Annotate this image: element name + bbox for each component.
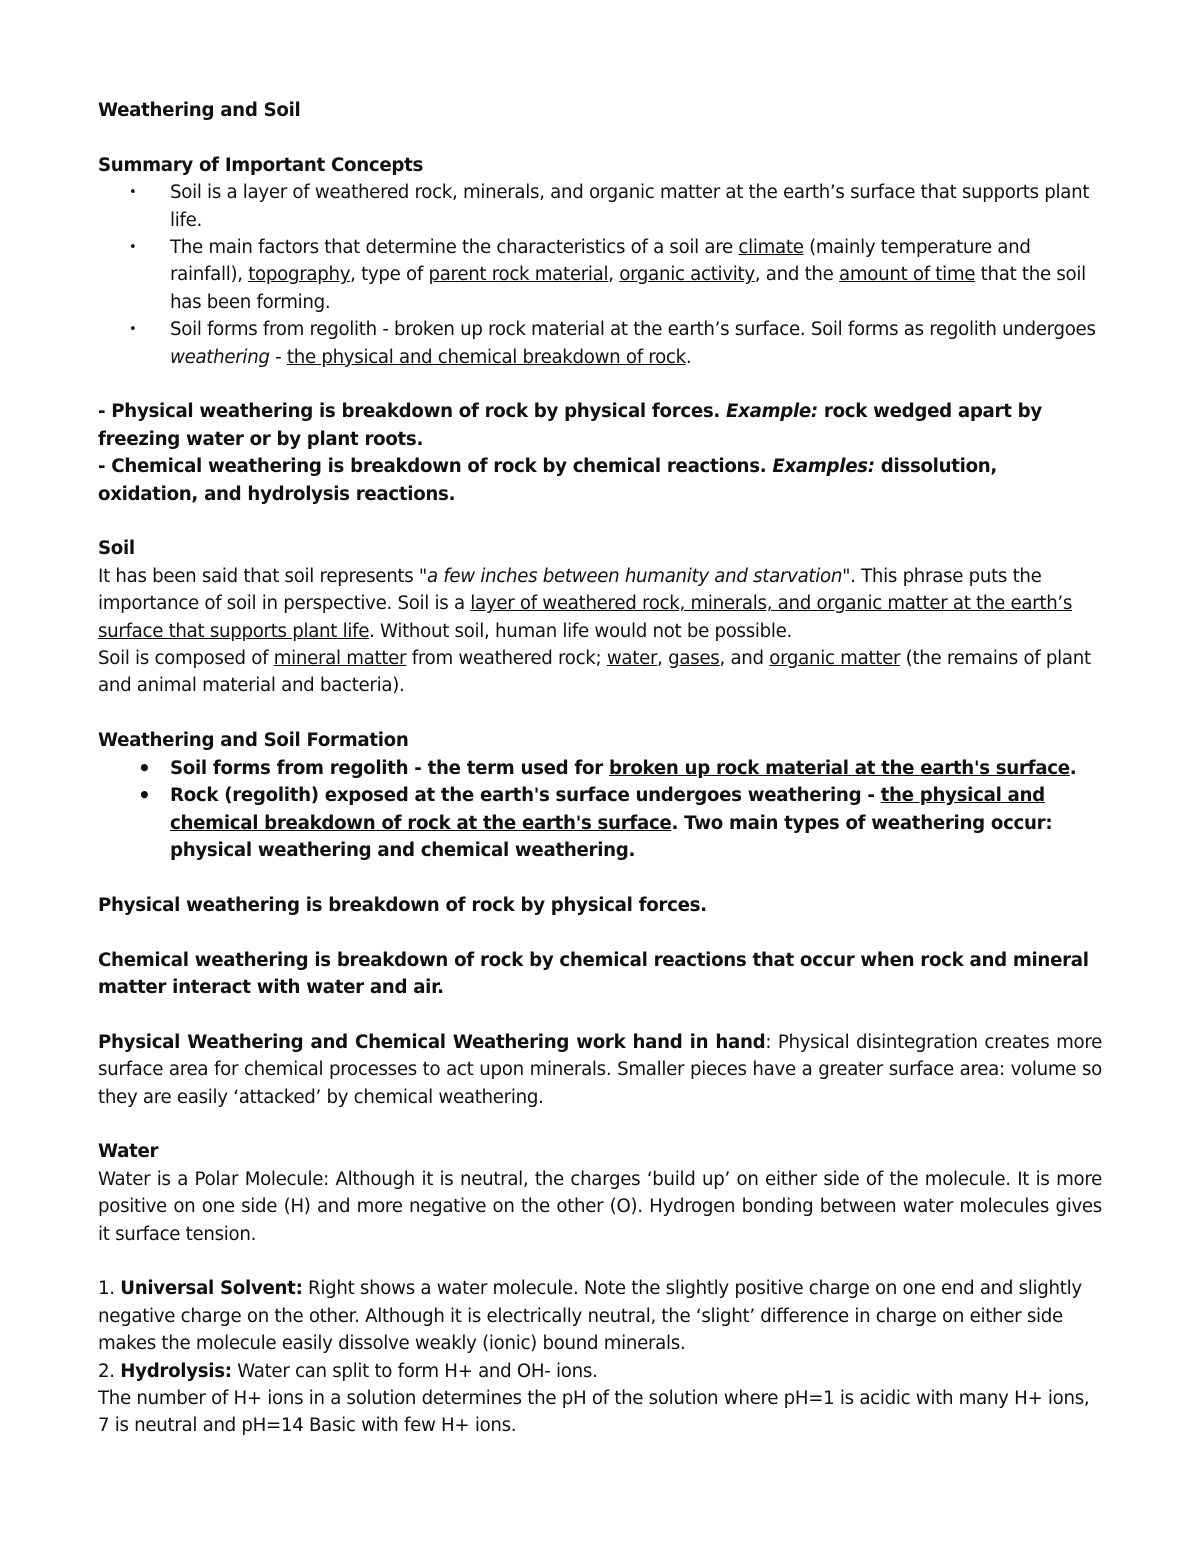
formation-heading: Weathering and Soil Formation [98,730,409,752]
formation-bullet-2: • Rock (regolith) exposed at the earth's surface undergoes weathering - the physical and chemical breakdown of rock at the earth's surface. Two main types of weathering occur: physical weathering and chemical weathering. [98,782,1102,864]
formation-bullet-1: • Soil forms from regolith - the term used for broken up rock material at the earth's surface. [98,755,1102,782]
factor-climate: climate [738,237,804,259]
weathering-definition: the physical and chemical breakdown of rock [286,346,686,368]
summary-bullet-2: • The main factors that determine the characteristics of a soil are climate (mainly temperature and rainfall), topography, type of parent rock material, organic activity, and the amount of time that the soil has been forming. [98,234,1102,316]
factor-time: amount of time [839,264,976,286]
factor-topography: topography [248,264,351,286]
water-heading: Water [98,1141,159,1163]
summary-bullet-1: • Soil is a layer of weathered rock, minerals, and organic matter at the earth’s surface that supports plant life. [98,179,1102,234]
water-item-2: 2. Hydrolysis: Water can split to form H+ and OH- ions. [98,1360,598,1382]
factor-organic-activity: organic activity [619,264,755,286]
water-item-1: 1. Universal Solvent: Right shows a water molecule. Note the slightly positive charge on one end and slightly negative charge on the other. Although it is electrically neutral, the ‘slight’ difference in charge on either side makes the molecule easily dissolve weakly (ionic) bound minerals. [98,1278,1082,1355]
summary-heading: Summary of Important Concepts [98,154,424,176]
soil-paragraph-1: It has been said that soil represents "a few inches between humanity and starvation". This phrase puts the importance of soil in perspective. Soil is a layer of weathered rock, minerals, and organic matter at the earth’s surface that supports plant life. Without soil, human life would not be possible. [98,565,1073,642]
water-paragraph-2: The number of H+ ions in a solution determines the pH of the solution where pH=1 is acidic with many H+ ions, 7 is neutral and pH=14 Basic with few H+ ions. [98,1387,1090,1437]
summary-bullet-3: • Soil forms from regolith - broken up rock material at the earth’s surface. Soil forms as regolith undergoes weathering - the physical and chemical breakdown of rock. [98,316,1102,371]
physical-weathering-statement: Physical weathering is breakdown of rock by physical forces. [98,894,707,916]
document-page [98,97,1102,1440]
chemical-weathering-statement: Chemical weathering is breakdown of rock by chemical reactions that occur when rock and mineral matter interact with water and air. [98,949,1089,998]
formation-list [98,755,1102,865]
physical-weathering-definition: - Physical weathering is breakdown of rock by physical forces. Example: rock wedged apart by freezing water or by plant roots. [98,401,1042,450]
factor-parent-rock: parent rock material [428,264,609,286]
soil-heading: Soil [98,538,135,560]
hand-in-hand-paragraph: Physical Weathering and Chemical Weathering work hand in hand: Physical disintegration creates more surface area for chemical processes to act upon minerals. Smaller pieces have a greater surface area: volume so they are easily ‘attacked’ by chemical weathering. [98,1031,1102,1108]
soil-paragraph-2: Soil is composed of mineral matter from weathered rock; water, gases, and organic matter (the remains of plant and animal material and bacteria). [98,648,1091,697]
water-paragraph-1: Water is a Polar Molecule: Although it is neutral, the charges ‘build up’ on either side of the molecule. It is more positive on one side (H) and more negative on the other (O). Hydrogen bonding between water molecules gives it surface tension. [98,1168,1102,1245]
chemical-weathering-definition: - Chemical weathering is breakdown of rock by chemical reactions. Examples: dissolution, oxidation, and hydrolysis reactions. [98,456,998,505]
document-title: Weathering and Soil [98,100,301,121]
summary-list [98,179,1102,371]
